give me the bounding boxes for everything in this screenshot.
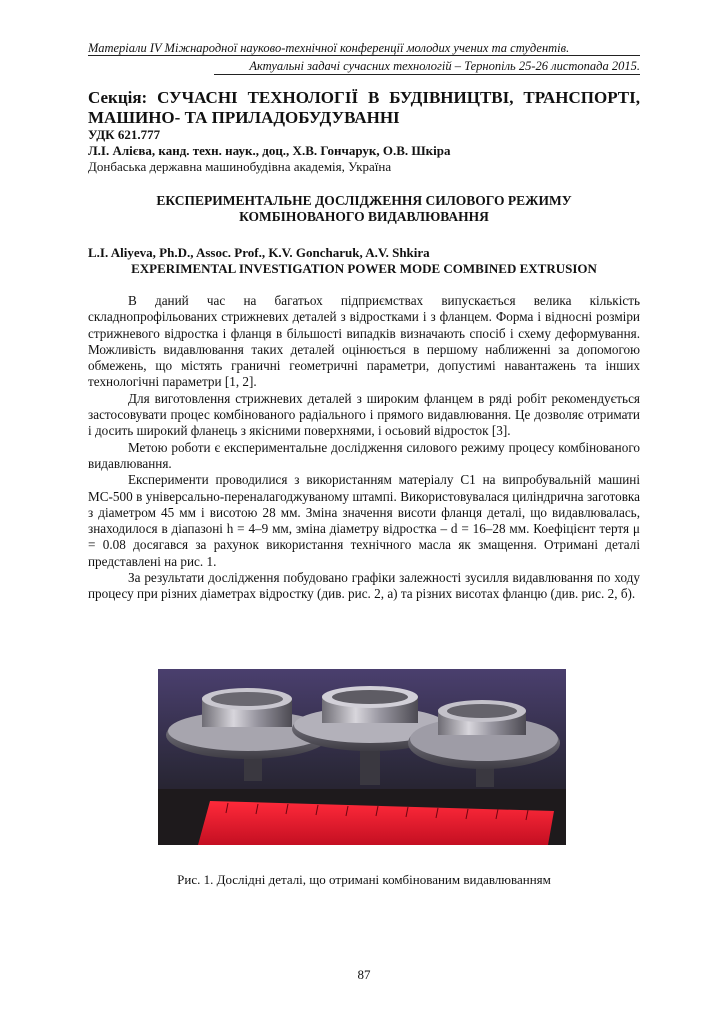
- paragraph: Метою роботи є експериментальне дослідження силового режиму процесу комбінованого видавлювання.: [88, 439, 640, 471]
- authors-en: L.I. Aliyeva, Ph.D., Assoc. Prof., K.V. Goncharuk, A.V. Shkira: [88, 245, 430, 260]
- paragraph: Експерименти проводилися з використанням матеріалу С1 на випробувальній машині МС-500 в універсально-переналагоджуваному штампі. Використовувалася циліндрична заготовка з діаметром 45 мм і висотою 28 мм. Зміна значення висоти фланця деталі, що видавлювалась, знаходилося в діапазоні h = 4–9 мм, зміна діаметру відростка – d = 16–28 мм. Коефіцієнт тертя μ = 0.08 досягався за рахунок використання технічного масла як змащення. Отримані деталі представлені на рис. 1.: [88, 472, 640, 569]
- authors-ua: Л.І. Алієва, канд. техн. наук., доц., Х.В. Гончарук, О.В. Шкіра: [88, 143, 451, 158]
- figure-photo: [158, 669, 566, 845]
- paper-title-en: EXPERIMENTAL INVESTIGATION POWER MODE COMBINED EXTRUSION: [131, 261, 597, 276]
- paragraph: За результати дослідження побудовано графіки залежності зусилля видавлювання по ходу процесу при різних діаметрах відростку (див. рис. 2, а) та різних висотах фланцю (див. рис. 2, б).: [88, 570, 640, 602]
- body-text: [88, 293, 640, 603]
- figure-caption: Рис. 1. Дослідні деталі, що отримані комбінованим видавлюванням: [177, 872, 551, 887]
- page-number: 87: [357, 967, 371, 982]
- paper-title-ua: ЕКСПЕРИМЕНТАЛЬНЕ ДОСЛІДЖЕННЯ СИЛОВОГО РЕЖИМУ КОМБІНОВАНОГО ВИДАВЛЮВАННЯ: [156, 193, 572, 224]
- header-underline: [88, 55, 640, 56]
- udk-code: УДК 621.777: [88, 127, 161, 142]
- header-underline: [214, 74, 640, 75]
- paragraph: В даний час на багатьох підприємствах випускається велика кількість складнопрофільованих стрижневих деталей з відростками і з фланцем. Форма і відносні розміри стрижневого відростка і фланця в більшості випадків визначають спосіб і схему деформування. Можливість видавлювання таких деталей оцінюється в першому наближенні за допомогою обмежень, що містять граничні геометричні параметри, допустимі навантажень та інших технологічні параметри [1, 2].: [88, 293, 640, 390]
- affiliation: Донбаська державна машинобудівна академія, Україна: [88, 159, 392, 174]
- section-title: Секція: СУЧАСНІ ТЕХНОЛОГІЇ В БУДІВНИЦТВІ, ТРАНСПОРТІ, МАШИНО- ТА ПРИЛАДОБУДУВАННІ: [88, 88, 640, 127]
- paragraph: Для виготовлення стрижневих деталей з широким фланцем в ряді робіт рекомендується застосовувати процес комбінованого радіального і прямого видавлювання. Це дозволяє отримати і досить широкий фланець з якісними поверхнями, і осьовий відросток [3].: [88, 390, 640, 439]
- conference-header-line2: Актуальні задачі сучасних технологій – Тернопіль 25-26 листопада 2015.: [249, 59, 640, 73]
- conference-header-line1: Матеріали IV Міжнародної науково-технічної конференції молодих учених та студентів.: [88, 41, 570, 55]
